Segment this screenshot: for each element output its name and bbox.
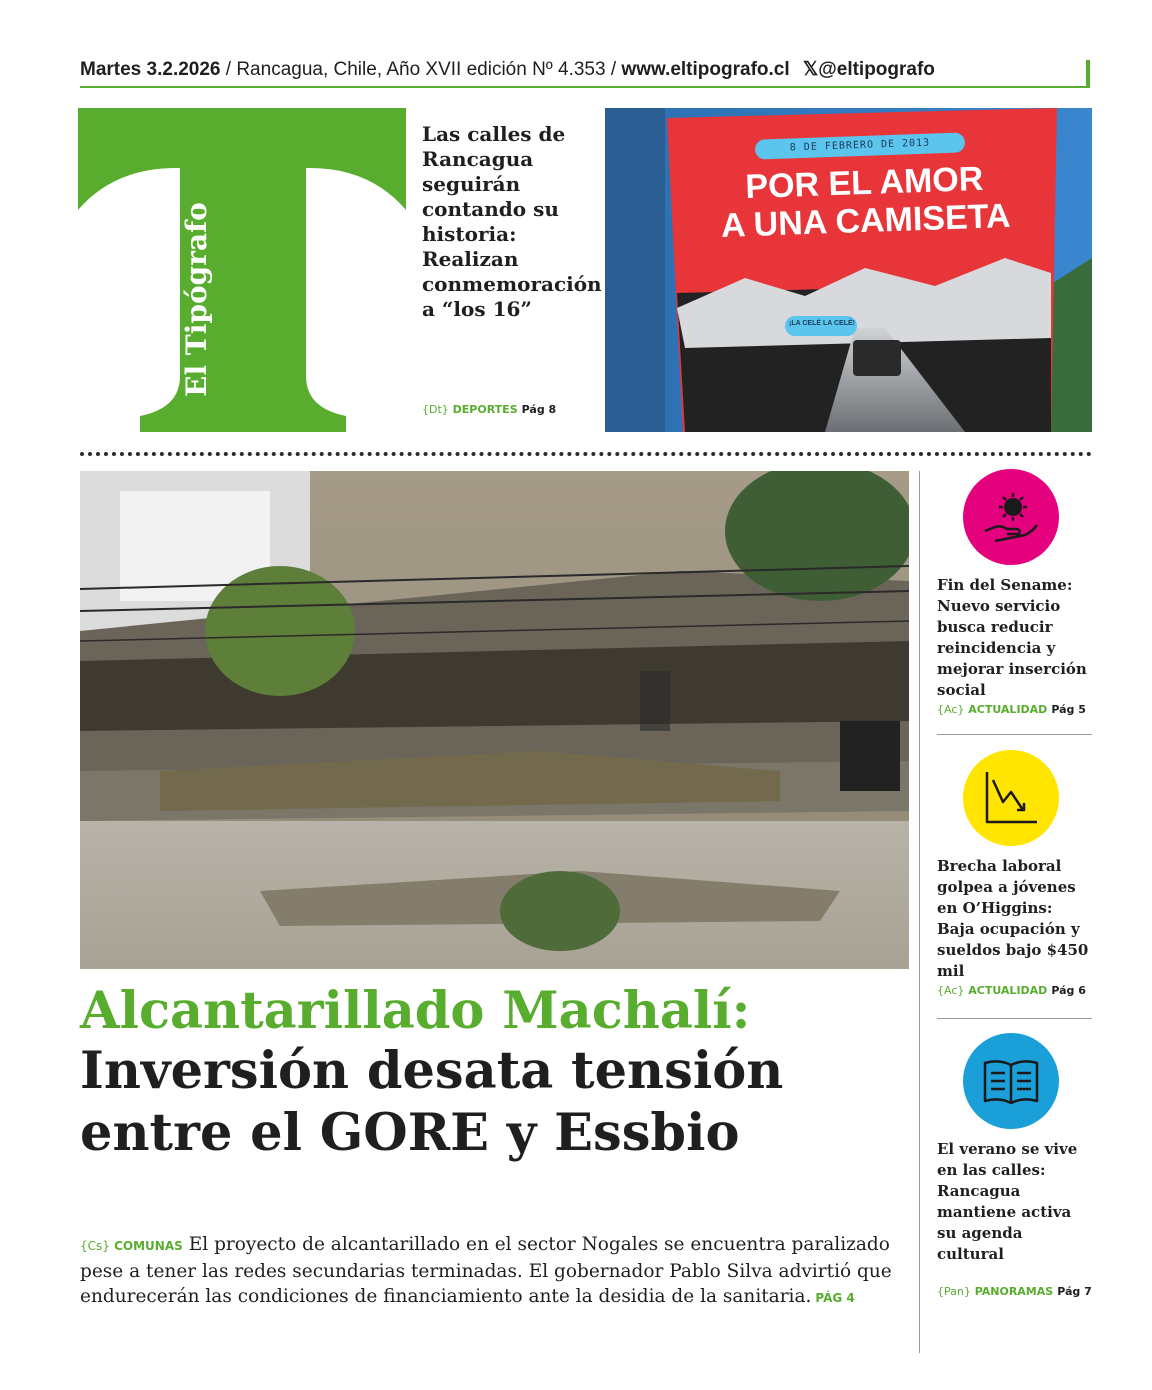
sidebar-title-1: Fin del Sename: Nuevo servicio busca reducir reincidencia y mejorar inserción social bbox=[937, 576, 1087, 699]
x-logo-icon: 𝕏 bbox=[802, 59, 819, 80]
banner-title: POR EL AMOR A UNA CAMISETA bbox=[720, 159, 1012, 246]
masthead-logo[interactable] bbox=[78, 108, 406, 432]
sidebar-title-3: El verano se vive en las calles: Rancagua mantiene activa su agenda cultural bbox=[937, 1140, 1078, 1263]
main-story-section-tag[interactable]: {Cs} COMUNAS bbox=[80, 1239, 183, 1253]
main-story-page[interactable]: PÁG 4 bbox=[815, 1291, 855, 1305]
website-link[interactable]: www.eltipografo.cl bbox=[621, 59, 790, 80]
sidebar-item-brecha-laboral[interactable] bbox=[937, 750, 1092, 997]
main-story-lead bbox=[80, 1232, 910, 1311]
header-rule bbox=[80, 86, 1090, 88]
sidebar-rule-2 bbox=[937, 1018, 1092, 1019]
edition-header bbox=[80, 58, 1088, 88]
main-story-photo[interactable] bbox=[80, 471, 909, 969]
dotted-separator bbox=[80, 452, 1092, 456]
top-story-page: Pág 8 bbox=[521, 403, 557, 416]
edition-date: Martes 3.2.2026 bbox=[80, 59, 221, 80]
sidebar-title-2: Brecha laboral golpea a jóvenes en O’Higgins: Baja ocupación y sueldos bajo $450 mil bbox=[937, 857, 1089, 980]
main-story-title[interactable]: Inversión desata tensión entre el GORE y Essbio bbox=[80, 1041, 784, 1163]
logo-name: El Tipógrafo bbox=[179, 201, 213, 397]
main-story-kicker[interactable]: Alcantarillado Machalí: bbox=[80, 981, 751, 1041]
header-accent-bar bbox=[1086, 60, 1090, 88]
trend-down-chart-icon bbox=[963, 750, 1059, 846]
gear-hand-icon bbox=[963, 469, 1059, 565]
banner-speech-bubble: ¡LA CELÉ LA CELÉ! bbox=[789, 320, 855, 327]
sidebar-section-tag-1: {Ac} ACTUALIDAD Pág 5 bbox=[937, 703, 1086, 716]
banner-photo-illustration bbox=[605, 108, 1092, 432]
sidebar-section-tag-2: {Ac} ACTUALIDAD Pág 6 bbox=[937, 984, 1086, 997]
main-story-section: COMUNAS bbox=[114, 1239, 183, 1253]
sidebar-item-sename[interactable] bbox=[937, 469, 1092, 716]
aerial-photo-illustration bbox=[80, 471, 909, 969]
top-story-headline[interactable]: Las calles de Rancagua seguirán contando su historia: Realizan conmemoración a “los 16” bbox=[422, 122, 602, 321]
open-book-icon bbox=[963, 1033, 1059, 1129]
top-story-section-tag[interactable]: {Dt} DEPORTES Pág 8 bbox=[422, 403, 557, 416]
sidebar-section-tag-3: {Pan} PANORAMAS Pág 7 bbox=[937, 1285, 1092, 1298]
t-logo-icon bbox=[78, 108, 406, 432]
sidebar-rule-1 bbox=[937, 734, 1092, 735]
sidebar-item-verano[interactable] bbox=[937, 1033, 1092, 1298]
social-handle[interactable]: @eltipografo bbox=[818, 59, 935, 80]
sidebar-divider bbox=[919, 471, 920, 1353]
edition-location: / Rancagua, Chile, Año XVII edición Nº 4.353 / bbox=[225, 59, 617, 80]
main-story-lead-text: El proyecto de alcantarillado en el sector Nogales se encuentra paralizado pese a tener las redes secundarias terminadas. El gobernador Pablo Silva advirtió que endurecerán las condiciones de financiamiento ante la desidia de la sanitaria. bbox=[80, 1234, 892, 1307]
top-story-section: DEPORTES bbox=[452, 403, 518, 416]
banner-date-ribbon: 8 DE FEBRERO DE 2013 bbox=[755, 132, 966, 159]
top-story-photo[interactable] bbox=[605, 108, 1092, 432]
